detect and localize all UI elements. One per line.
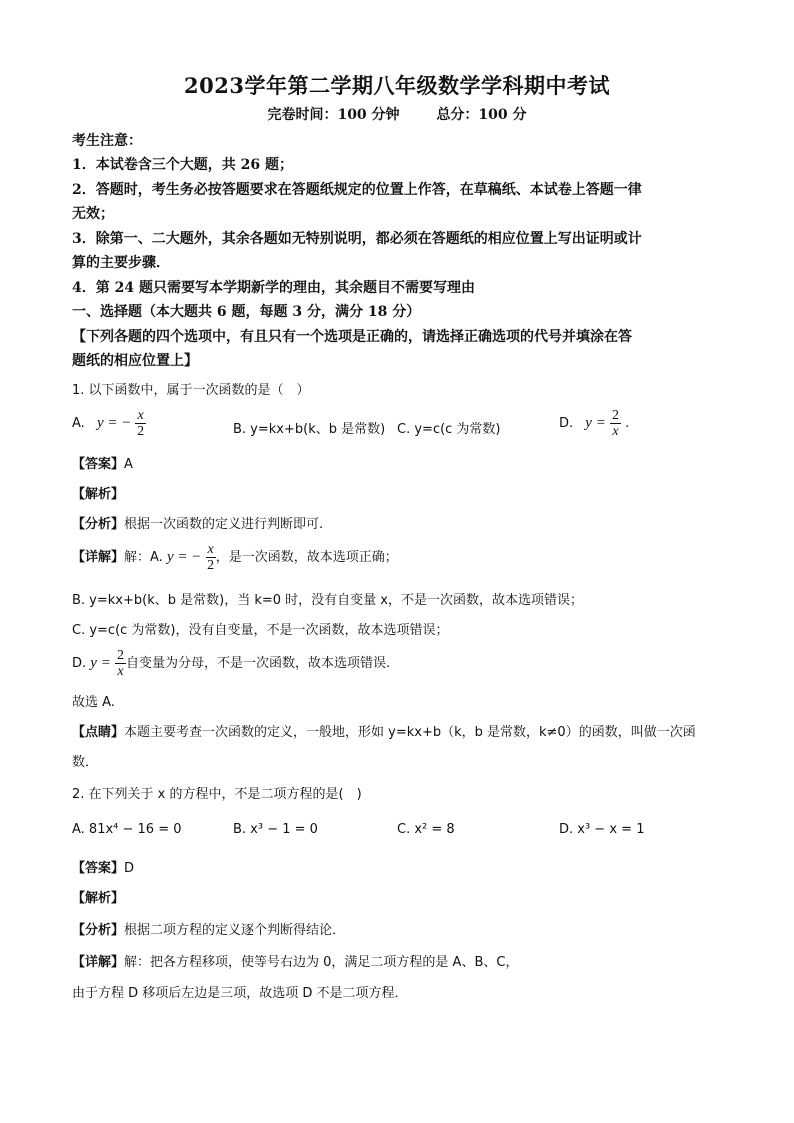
fenxi-text: 根据二项方程的定义逐个判断得结论．	[124, 923, 346, 938]
analysis-tag: 【解析】	[72, 891, 125, 906]
notice-item: 无效；	[72, 206, 114, 222]
q1-option-b: B. y=kx+b(k、b 是常数)	[233, 422, 386, 437]
analysis-tag: 【解析】	[72, 487, 125, 502]
punctuation: .	[625, 416, 630, 431]
q2-detail	[72, 952, 732, 974]
fraction	[206, 542, 216, 573]
detail-tag: 【详解】	[72, 550, 125, 565]
notice-item: 3．除第一、二大题外，其余各题如无特别说明，都必须在答题纸的相应位置上写出证明或计	[72, 231, 642, 247]
math-expression: y =	[90, 655, 111, 671]
fraction	[115, 648, 126, 679]
notice-item: 4．第 24 题只需要写本学期新学的理由，其余题目不需要写理由	[72, 280, 475, 296]
fraction-numerator: x	[207, 542, 214, 557]
option-label: D.	[559, 416, 574, 431]
answer-value: A	[124, 457, 133, 472]
q1-answer	[72, 454, 732, 476]
fenxi-text: 根据一次函数的定义进行判断即可.	[124, 517, 324, 532]
q1-analysis	[72, 484, 732, 506]
fraction-numerator: x	[137, 408, 144, 423]
q1-stem: 1. 以下函数中，属于一次函数的是（ ）	[72, 383, 310, 398]
option-label: A.	[72, 416, 85, 431]
fraction	[135, 408, 145, 439]
notice-item: 2．答题时，考生务必按答题要求在答题纸规定的位置上作答，在草稿纸、本试卷上答题一律	[72, 182, 642, 198]
q1-choose: 故选 A.	[72, 695, 115, 710]
math-expression: y =	[585, 415, 606, 431]
fraction-denominator: 2	[137, 424, 145, 439]
exam-subtitle	[0, 104, 794, 124]
option-label: D.	[72, 656, 87, 671]
math-expression: y = −	[166, 549, 202, 565]
fraction	[610, 408, 621, 439]
q2-analysis	[72, 888, 732, 910]
notice-item: 算的主要步骤．	[72, 255, 170, 271]
answer-tag: 【答案】	[72, 457, 125, 472]
section-heading: 一、选择题（本大题共 6 题，每题 3 分，满分 18 分）	[72, 304, 421, 320]
notice-heading: 考生注意：	[72, 133, 142, 149]
q1-option-d	[559, 408, 629, 439]
q1-point-cont: 数．	[72, 755, 99, 770]
fenxi-tag: 【分析】	[72, 923, 125, 938]
math-expression: y = −	[96, 415, 132, 431]
q1-option-a	[72, 408, 146, 439]
q1-line-d	[72, 648, 732, 679]
section-instruction: 题纸的相应位置上】	[72, 353, 198, 369]
q1-line-b: B. y=kx+b(k、b 是常数)，当 k=0 时，没有自变量 x，不是一次函数，故本选项错误；	[72, 593, 583, 608]
exam-title: 2023学年第二学期八年级数学学科期中考试	[184, 73, 610, 98]
fraction-denominator: x	[612, 424, 619, 439]
q2-conclusion: 由于方程 D 移项后左边是三项，故选项 D 不是二项方程．	[72, 986, 408, 1001]
fraction-denominator: x	[117, 664, 124, 679]
exam-time: 完卷时间：100 分钟	[267, 107, 400, 123]
fraction-numerator: 2	[611, 408, 619, 423]
q2-option-b: B. x³ − 1 = 0	[233, 822, 318, 837]
q1-option-c: C. y=c(c 为常数)	[397, 422, 501, 437]
q1-line-c: C. y=c(c 为常数)，没有自变量，不是一次函数，故本选项错误；	[72, 623, 449, 638]
detail-text: ，是一次函数，故本选项正确；	[215, 550, 398, 565]
fraction-denominator: 2	[207, 558, 215, 573]
q1-point	[72, 722, 732, 744]
detail-text: 解：把各方程移项，使等号右边为 0，满足二项方程的是 A、B、C，	[124, 955, 519, 970]
point-text: 本题主要考查一次函数的定义，一般地，形如 y=kx+b（k，b 是常数，k≠0）的函数，叫做一次函	[124, 725, 696, 740]
q2-option-a: A. 81x⁴ − 16 = 0	[72, 822, 182, 837]
notice-item: 1．本试卷含三个大题，共 26 题；	[72, 157, 293, 173]
q2-answer	[72, 858, 732, 880]
fenxi-tag: 【分析】	[72, 517, 125, 532]
q2-fenxi	[72, 920, 732, 942]
answer-tag: 【答案】	[72, 861, 125, 876]
exam-score: 总分：100 分	[436, 107, 527, 123]
point-tag: 【点睛】	[72, 725, 125, 740]
q2-stem: 2. 在下列关于 x 的方程中，不是二项方程的是( )	[72, 787, 362, 802]
q1-detail	[72, 542, 732, 573]
answer-value: D	[124, 861, 135, 876]
q2-option-c: C. x² = 8	[397, 822, 455, 837]
detail-text: 自变量为分母，不是一次函数，故本选项错误.	[125, 656, 391, 671]
q2-option-d: D. x³ − x = 1	[559, 822, 645, 837]
section-instruction: 【下列各题的四个选项中，有且只有一个选项是正确的，请选择正确选项的代号并填涂在答	[72, 329, 632, 345]
fraction-numerator: 2	[116, 648, 124, 663]
detail-tag: 【详解】	[72, 955, 125, 970]
q1-fenxi	[72, 514, 732, 536]
detail-prefix: 解：A.	[124, 550, 163, 565]
